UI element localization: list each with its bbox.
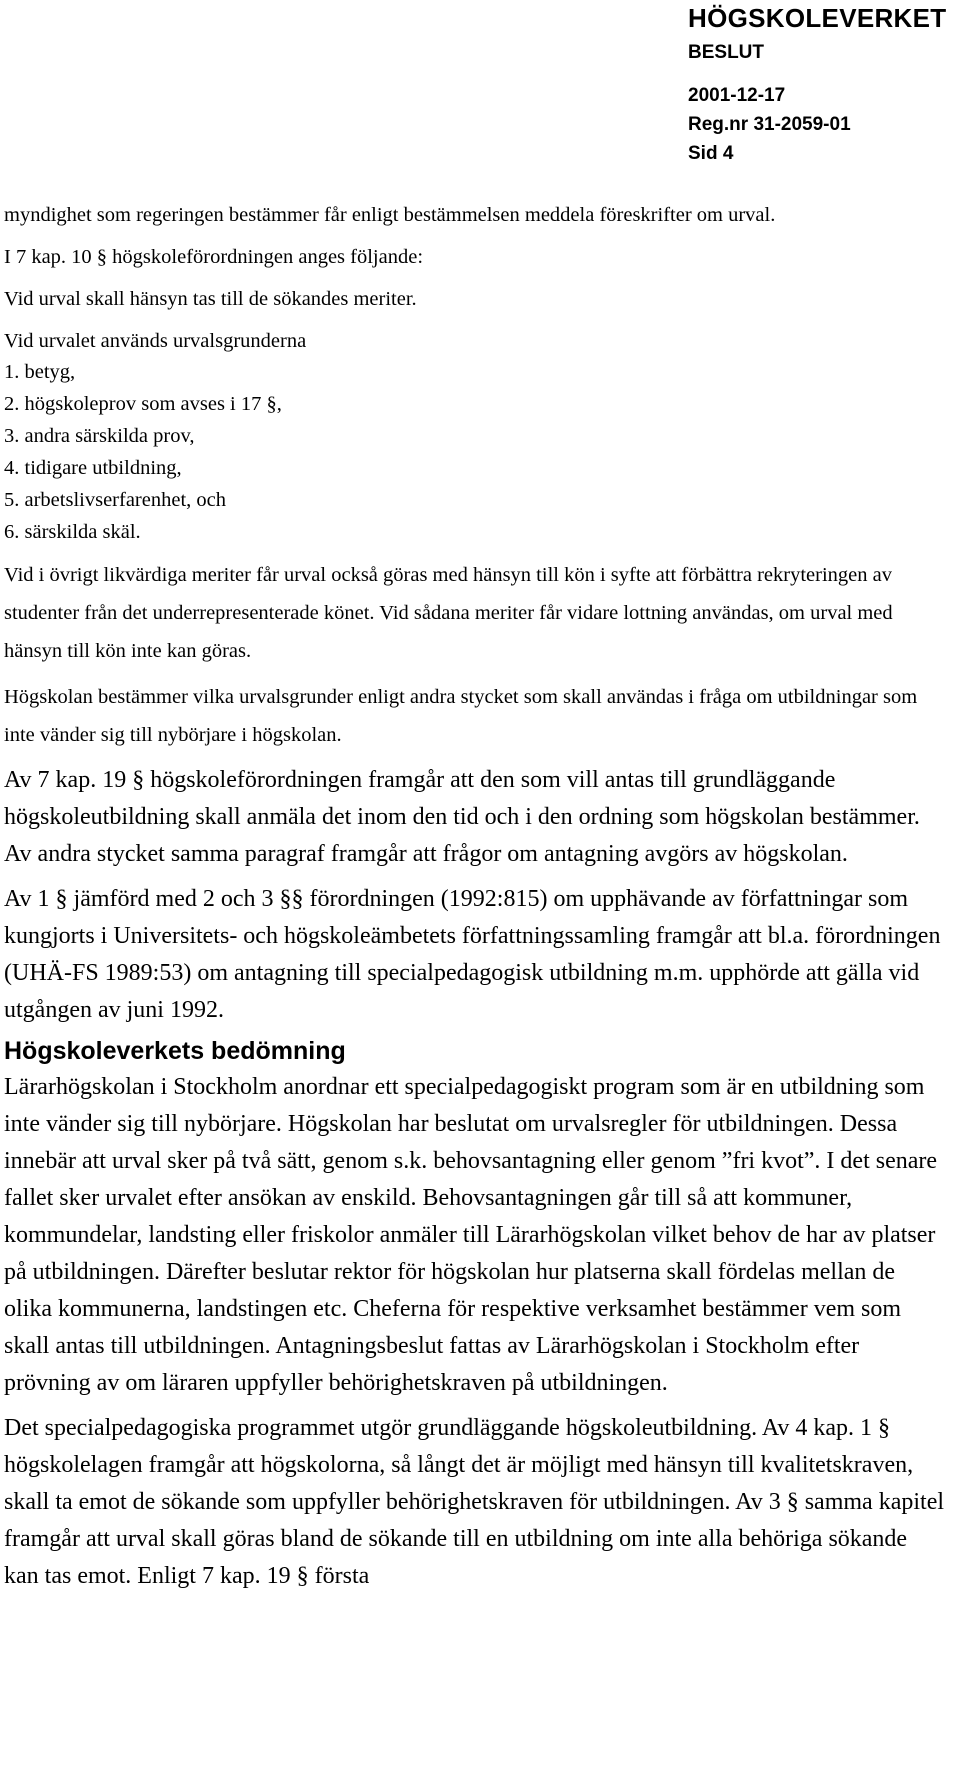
- selection-criteria-list: [4, 356, 944, 548]
- list-item: 4. tidigare utbildning,: [4, 457, 182, 479]
- section-heading: Högskoleverkets bedömning: [4, 1037, 346, 1065]
- registration-number: Reg.nr 31-2059-01: [688, 114, 851, 135]
- document-date: 2001-12-17: [688, 85, 786, 106]
- list-item: 5. arbetslivserfarenhet, och: [4, 489, 226, 511]
- paragraph: Högskolan bestämmer vilka urvalsgrunder enligt andra stycket som skall användas i fråga om utbildningar som inte vänder sig till nybörjare i högskolan.: [4, 686, 918, 746]
- paragraph: Lärarhögskolan i Stockholm anordnar ett specialpedagogiskt program som är en utbildning som inte vänder sig till nybörjare. Högskolan har beslutat om urvalsregler för utbildningen. Dessa innebär att urval sker på två sätt, genom s.k. behovsantagning eller genom ”fri kvot”. I det senare fallet sker urvalet efter ansökan av enskild. Behovsantagningen går till så att kommuner, kommundelar, landsting eller friskolor anmäler till Lärarhögskolan vilket behov de har av platser på utbildningen. Därefter beslutar rektor för högskolan hur platserna skall fördelas mellan de olika kommunerna, landstingen etc. Cheferna för respektive verksamhet bestämmer vem som skall antas till utbildningen. Antagningsbeslut fattas av Lärarhögskolan i Stockholm efter prövning av om läraren uppfyller behörighetskraven på utbildningen.: [4, 1074, 938, 1396]
- paragraph: Det specialpedagogiska programmet utgör grundläggande högskoleutbildning. Av 4 kap. 1 § högskolelagen framgår att högskolorna, så långt det är möjligt med hänsyn till kvalitetskraven, skall ta emot de sökande som uppfyller behörighetskraven för utbildningen. Av 3 § samma kapitel framgår att urval skall göras bland de sökande till en utbildning om inte alla behöriga sökande kan tas emot. Enligt 7 kap. 19 § första: [4, 1415, 945, 1589]
- list-item: 3. andra särskilda prov,: [4, 425, 195, 447]
- list-item: 2. högskoleprov som avses i 17 §,: [4, 393, 282, 415]
- paragraph: myndighet som regeringen bestämmer får enligt bestämmelsen meddela föreskrifter om urval.: [4, 204, 776, 226]
- paragraph: Vid i övrigt likvärdiga meriter får urval också göras med hänsyn till kön i syfte att förbättra rekryteringen av studenter från det underrepresenterade könet. Vid sådana meriter får vidare lottning användas, om urval med hänsyn till kön inte kan göras.: [4, 564, 893, 662]
- list-item: 6. särskilda skäl.: [4, 521, 141, 543]
- page-number: Sid 4: [688, 143, 734, 164]
- paragraph: I 7 kap. 10 § högskoleförordningen anges följande:: [4, 246, 424, 268]
- paragraph: Av 1 § jämförd med 2 och 3 §§ förordningen (1992:815) om upphävande av författningar som kungjorts i Universitets- och högskoleämbetets författningssamling framgår att bl.a. förordningen (UHÄ-FS 1989:53) om antagning till specialpedagogisk utbildning m.m. upphörde att gälla vid utgången av juni 1992.: [4, 886, 941, 1023]
- list-item: 1. betyg,: [4, 361, 76, 383]
- organization-name: HÖGSKOLEVERKET: [688, 3, 947, 33]
- document-body: [4, 200, 944, 1595]
- paragraph: Vid urval skall hänsyn tas till de sökandes meriter.: [4, 288, 417, 310]
- document-header: [688, 2, 960, 168]
- document-type: BESLUT: [688, 42, 764, 63]
- paragraph: Vid urvalet används urvalsgrunderna: [4, 330, 307, 352]
- paragraph: Av 7 kap. 19 § högskoleförordningen framgår att den som vill antas till grundläggande högskoleutbildning skall anmäla det inom den tid och i den ordning som högskolan bestämmer. Av andra stycket samma paragraf framgår att frågor om antagning avgörs av högskolan.: [4, 767, 920, 867]
